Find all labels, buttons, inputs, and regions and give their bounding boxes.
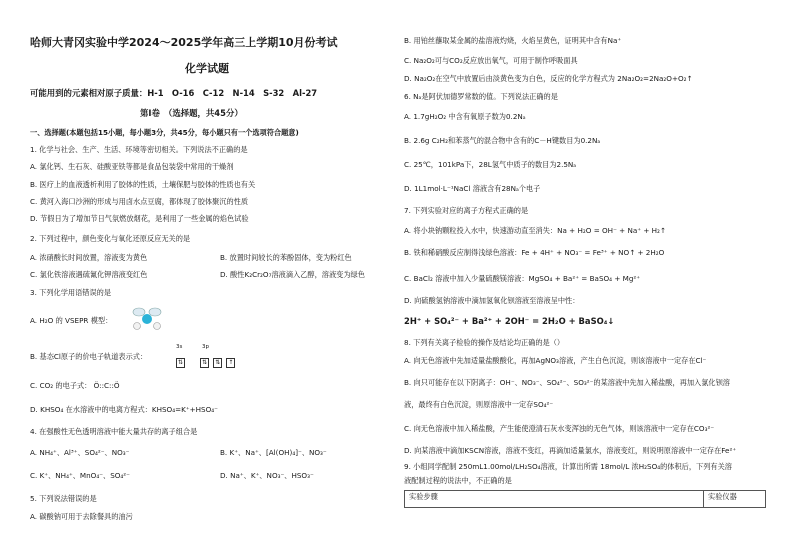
q6-option-d: D. 1L1mol·L⁻¹NaCl 溶液含有28Nₐ个电子 xyxy=(404,184,541,193)
q8-option-d: D. 向某溶液中滴加KSCN溶液，溶液不变红，再滴加适量氯水，溶液变红，则说明原溶液中一定存在Fe²⁺ xyxy=(404,446,737,455)
q8-option-b-cont: 液，最终有白色沉淀，则原溶液中一定存SO₄²⁻ xyxy=(404,400,554,409)
q3-option-c: C. CO₂ 的电子式： Ö::C::Ö xyxy=(30,381,120,390)
q6-option-c: C. 25℃，101kPa下，28L氢气中质子的数目为2.5Nₐ xyxy=(404,160,577,169)
question-6: 6. Nₐ是阿伏加德罗常数的值。下列说法正确的是 xyxy=(404,92,558,101)
q6-option-a: A. 1.7gH₂O₂ 中含有氧原子数为0.2Nₐ xyxy=(404,112,526,121)
exam-subtitle: 化学试题 xyxy=(185,62,229,75)
q8-option-c: C. 向无色溶液中加入稀盐酸，产生能使澄清石灰水变浑浊的无色气体，则该溶液中一定存在CO₃²⁻ xyxy=(404,424,715,433)
q4-option-a: A. NH₄⁺、Al³⁺、SO₄²⁻、NO₃⁻ xyxy=(30,448,130,457)
question-5: 5. 下列说法错误的是 xyxy=(30,494,97,503)
question-9-cont: 液配制过程的说法中，不正确的是 xyxy=(404,476,512,485)
q7-option-c: C. BaCl₂ 溶液中加入少量硫酸镁溶液：MgSO₄ + Ba²⁺ = BaSO₄ + Mg²⁺ xyxy=(404,274,641,283)
q1-option-a: A. 氯化钙、生石灰、硅酸亚铁等都是食品包装袋中常用的干燥剂 xyxy=(30,162,234,171)
q5-option-c: C. Na₂O₂可与CO₂反应放出氧气，可用于制作呼吸面具 xyxy=(404,56,578,65)
q2-option-a: A. 浓硝酸长时间放置，溶液变为黄色 xyxy=(30,253,148,262)
q4-option-b: B. K⁺、Na⁺、[Al(OH)₄]⁻、NO₃⁻ xyxy=(220,448,327,457)
question-8: 8. 下列有关离子检验的操作及结论均正确的是（） xyxy=(404,338,565,347)
experiment-table xyxy=(404,490,766,508)
orbital-diagram xyxy=(176,344,234,371)
section-header: 一、选择题(本题包括15小题，每小题3分，共45分，每小题只有一个选项符合题意) xyxy=(30,128,299,137)
orbital-box: ⇅ xyxy=(177,358,184,366)
q3-option-d: D. KHSO₄ 在水溶液中的电离方程式：KHSO₄=K⁺+HSO₄⁻ xyxy=(30,405,218,414)
exam-title: 哈师大青冈实验中学2024～2025学年高三上学期10月份考试 xyxy=(30,36,338,49)
q5-option-d: D. Na₂O₂在空气中放置后由淡黄色变为白色，反应的化学方程式为 2Na₂O₂=2Na₂O+O₂↑ xyxy=(404,74,693,83)
question-2: 2. 下列过程中，颜色变化与氧化还原反应无关的是 xyxy=(30,234,191,243)
q2-option-d: D. 酸性K₂Cr₂O₇溶液滴入乙醇，溶液变为绿色 xyxy=(220,270,365,279)
q2-option-b: B. 放置时间较长的苯酚固体，变为粉红色 xyxy=(220,253,352,262)
orbital-label-3p: 3p xyxy=(202,344,209,350)
table-header-instruments: 实验仪器 xyxy=(704,491,766,508)
question-1: 1. 化学与社会、生产、生活、环境等密切相关。下列说法不正确的是 xyxy=(30,145,248,154)
question-3: 3. 下列化学用语错误的是 xyxy=(30,288,112,297)
q1-option-d: D. 节假日为了增加节日气氛燃放烟花，是利用了一些金属的焰色试验 xyxy=(30,214,249,223)
q5-option-a: A. 碳酸钠可用于去除餐具的油污 xyxy=(30,512,133,521)
orbital-box: ⇅ xyxy=(202,358,208,366)
q2-option-c: C. 氯化铁溶液遇硫氰化钾溶液变红色 xyxy=(30,270,148,279)
q1-option-b: B. 医疗上的血液透析利用了胶体的性质，土壤保肥与胶体的性质也有关 xyxy=(30,180,256,189)
part-title: 第Ⅰ卷 （选择题，共45分） xyxy=(140,108,243,118)
orbital-label-3s: 3s xyxy=(176,344,183,350)
q7-option-b: B. 铁和稀硝酸反应制得浅绿色溶液：Fe + 4H⁺ + NO₃⁻ = Fe³⁺ + NO↑ + 2H₂O xyxy=(404,248,665,257)
orbital-box: ↑ xyxy=(228,358,234,366)
q3-option-a: A. H₂O 的 VSEPR 模型： xyxy=(30,316,113,325)
table-row xyxy=(405,491,766,508)
question-9: 9. 小组同学配制 250mL1.00mol/LH₂SO₄溶液，计算出所需 18mol/L 浓H₂SO₄的体积后，下列有关溶 xyxy=(404,462,732,471)
q4-option-d: D. Na⁺、K⁺、NO₃⁻、HSO₃⁻ xyxy=(220,471,314,480)
q8-option-b: B. 向只可能存在以下阴离子：OH⁻、NO₃⁻、SO₄²⁻、SO₃²⁻的某溶液中先加入稀盐酸，再加入氯化钡溶 xyxy=(404,378,730,387)
table-header-steps: 实验步骤 xyxy=(405,491,704,508)
atomic-masses: 可能用到的元素相对原子质量：H-1 O-16 C-12 N-14 S-32 Al-27 xyxy=(30,88,318,98)
q6-option-b: B. 2.6g C₂H₂和苯蒸气的混合物中含有的C－H键数目为0.2Nₐ xyxy=(404,136,601,145)
q4-option-c: C. K⁺、NH₄⁺、MnO₄⁻、SO₄²⁻ xyxy=(30,471,130,480)
q5-option-b: B. 用铂丝蘸取某金属的盐溶液灼烧，火焰呈黄色，证明其中含有Na⁺ xyxy=(404,36,622,45)
orbital-box: ⇅ xyxy=(215,358,221,366)
q7-option-d: D. 向硫酸氢钠溶液中滴加氢氧化钡溶液至溶液呈中性： xyxy=(404,296,580,305)
question-4: 4. 在强酸性无色透明溶液中能大量共存的离子组合是 xyxy=(30,427,198,436)
q7-option-a: A. 将小块钠颗粒投入水中，快速游动直至消失：Na + H₂O = OH⁻ + Na⁺ + H₂↑ xyxy=(404,226,666,235)
q7-equation: 2H⁺ + SO₄²⁻ + Ba²⁺ + 2OH⁻ = 2H₂O + BaSO₄↓ xyxy=(404,316,615,326)
vsepr-model-icon xyxy=(130,306,164,332)
question-7: 7. 下列实验对应的离子方程式正确的是 xyxy=(404,206,529,215)
q1-option-c: C. 黄河入海口沙洲的形成与用卤水点豆腐，都体现了胶体聚沉的性质 xyxy=(30,197,249,206)
q3-option-b: B. 基态Cl原子的价电子轨道表示式： xyxy=(30,352,148,361)
q8-option-a: A. 向无色溶液中先加适量盐酸酸化，再加AgNO₃溶液，产生白色沉淀，则该溶液中一定存在Cl⁻ xyxy=(404,356,707,365)
